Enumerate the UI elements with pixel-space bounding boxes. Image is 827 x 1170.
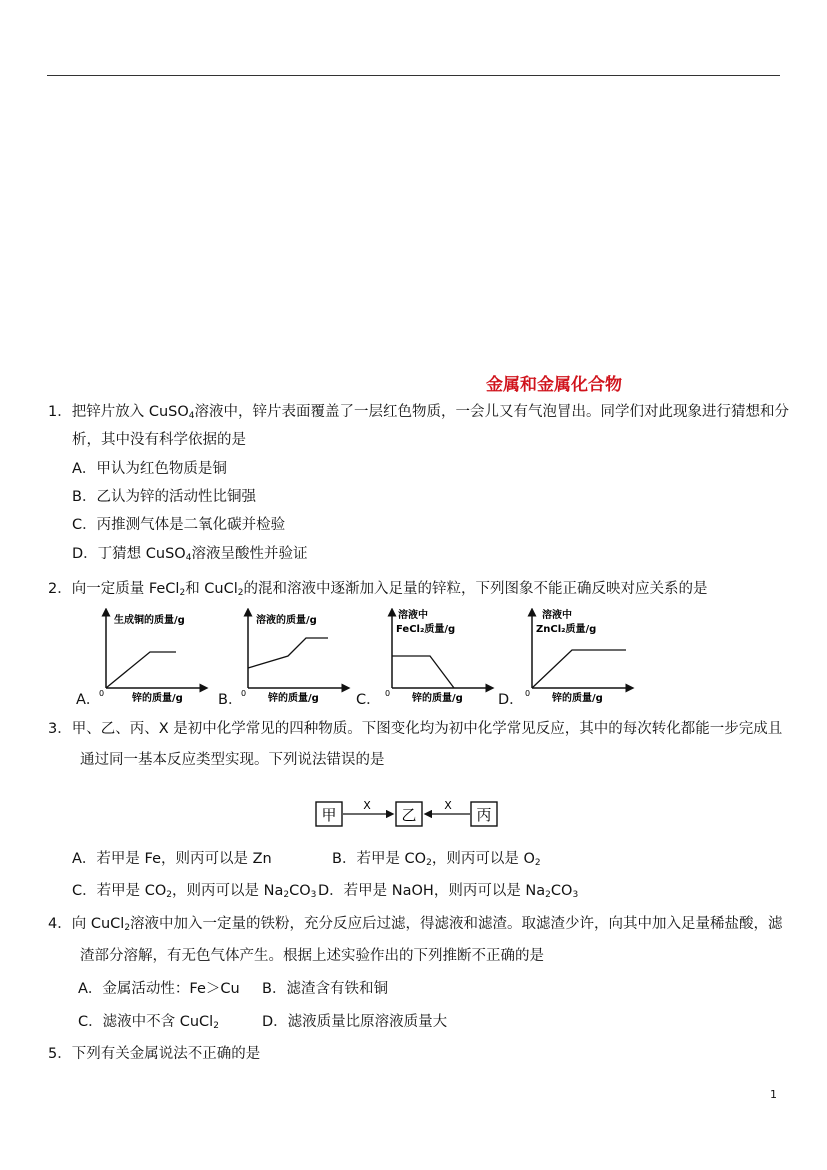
q3-arrow2-label: X	[444, 799, 452, 812]
q2-graph-c	[378, 608, 498, 704]
q3-box-yi-label: 乙	[401, 806, 417, 824]
q2-graph-c-letter: C．	[356, 692, 381, 708]
q1-stem-line1: 1．把锌片放入 CuSO$_4$溶液中，锌片表面覆盖了一层红色物质，一会儿又有气泡冒出。同学们对此现象进行猜想和分	[48, 404, 789, 421]
q3-option-d: D．若甲是 NaOH，则丙可以是 $Na_2CO_3$	[318, 883, 579, 900]
q2-graph-a-origin: 0	[99, 689, 105, 698]
q2-graph-d-xlabel: 锌的质量/g	[552, 693, 603, 704]
q1-option-c: C．丙推测气体是二氧化碳并检验	[72, 517, 286, 533]
page-number: 1	[770, 1088, 777, 1101]
q4-option-a: A．金属活动性：Fe＞Cu	[78, 981, 240, 997]
q1-stem-line2: 析，其中没有科学依据的是	[72, 432, 246, 448]
q3-stem-line2: 通过同一基本反应类型实现。下列说法错误的是	[80, 752, 385, 768]
q4-option-d: D．滤液质量比原溶液质量大	[262, 1014, 448, 1030]
q1-option-a: A．甲认为红色物质是铜	[72, 461, 227, 477]
q2-graph-b-xlabel: 锌的质量/g	[268, 693, 319, 704]
q2-graph-a	[92, 608, 212, 704]
q2-graph-a-xlabel: 锌的质量/g	[132, 693, 183, 704]
q2-graph-b-origin: 0	[241, 689, 247, 698]
page-title: 金属和金属化合物	[486, 375, 622, 395]
q2-stem: 2．向一定质量 FeCl$_2$和 CuCl$_2$的混和溶液中逐渐加入足量的锌粒，下列图象不能正确反映对应关系的是	[48, 581, 708, 598]
q2-graph-c-xlabel: 锌的质量/g	[412, 693, 463, 704]
q2-graph-d-ylabel-top: 溶液中	[542, 610, 572, 621]
q3-arrow1-label: X	[363, 799, 371, 812]
q1-option-d: D．丁猜想 CuSO$_4$溶液呈酸性并验证	[72, 546, 308, 563]
q3-option-c: C．若甲是 $CO_2$，则丙可以是 $Na_2CO_3$	[72, 883, 317, 900]
q2-graph-c-ylabel: FeCl₂质量/g	[396, 624, 456, 635]
q2-graph-b-letter: B．	[218, 692, 243, 708]
q5-stem: 5．下列有关金属说法不正确的是	[48, 1046, 261, 1062]
q2-graph-d	[518, 608, 638, 704]
q1-option-b: B．乙认为锌的活动性比铜强	[72, 489, 256, 505]
q2-graph-a-curve	[106, 652, 176, 688]
q3-option-a: A．若甲是 Fe，则丙可以是 Zn	[72, 851, 272, 867]
q2-graph-c-ylabel-top: 溶液中	[398, 610, 428, 621]
q3-box-bing-label: 丙	[476, 806, 492, 824]
q2-graph-c-origin: 0	[385, 689, 391, 698]
q2-graph-b	[234, 608, 354, 704]
q2-graph-d-origin: 0	[525, 689, 531, 698]
q2-graph-d-ylabel: ZnCl₂质量/g	[536, 624, 597, 635]
q2-graph-c-curve	[392, 656, 454, 688]
q2-graph-b-curve	[248, 638, 328, 668]
q3-box-jia-label: 甲	[321, 806, 337, 824]
q4-option-c: C．滤液中不含 CuCl$_2$	[78, 1014, 219, 1031]
q4-stem-line2: 渣部分溶解，有无色气体产生。根据上述实验作出的下列推断不正确的是	[80, 948, 544, 964]
q2-graph-a-ylabel: 生成铜的质量/g	[114, 615, 185, 626]
q2-graph-b-ylabel: 溶液的质量/g	[256, 615, 317, 626]
header-rule	[47, 75, 780, 76]
q2-graph-a-letter: A．	[76, 692, 101, 708]
q4-option-b: B．滤渣含有铁和铜	[262, 981, 388, 997]
q2-graph-d-letter: D．	[498, 692, 524, 708]
q3-transformation-diagram	[312, 795, 502, 831]
q2-graph-d-curve	[532, 650, 626, 688]
q3-option-b: B．若甲是 $CO_2$，则丙可以是 $O_2$	[332, 851, 541, 868]
q3-stem-line1: 3．甲、乙、丙、X 是初中化学常见的四种物质。下图变化均为初中化学常见反应，其中的每次转化都能一步完成且	[48, 721, 783, 737]
q4-stem-line1: 4．向 CuCl$_2$溶液中加入一定量的铁粉，充分反应后过滤，得滤液和滤渣。取滤渣少许，向其中加入足量稀盐酸，滤	[48, 916, 783, 933]
